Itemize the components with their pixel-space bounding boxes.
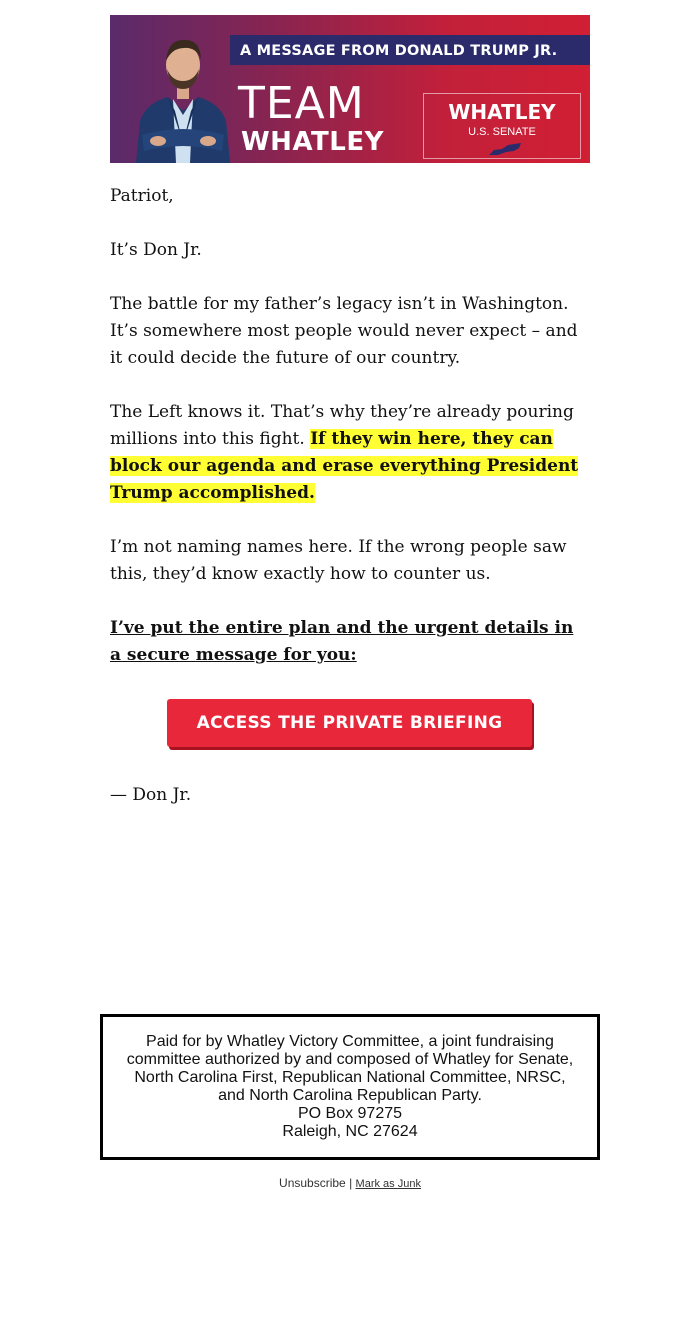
office-label: U.S. SENATE	[468, 126, 536, 138]
north-carolina-icon	[488, 142, 522, 156]
senate-logo	[423, 93, 581, 159]
paragraph-2	[110, 399, 590, 507]
disclaimer-po-box: PO Box 97275	[297, 1105, 403, 1122]
mark-as-junk-link[interactable]: Mark as Junk	[355, 1178, 421, 1190]
email-footer	[0, 1175, 700, 1192]
secure-message-link-text[interactable]: I’ve put the entire plan and the urgent details in a secure message for you:	[110, 618, 574, 665]
greeting: Patriot,	[110, 186, 174, 206]
candidate-name: WHATLEY	[448, 100, 556, 124]
highlighted-text: If they win here, they can block our agenda and erase everything President Trump accomplished.	[110, 429, 579, 503]
unsubscribe-link[interactable]: Unsubscribe	[279, 1176, 346, 1190]
disclaimer-text: Paid for by Whatley Victory Committee, a joint fundraising committee authorized by and composed of Whatley for Senate, North Carolina First, Republican National Committee, NRSC, and North Carolina Republican Party.	[126, 1033, 574, 1104]
team-subtitle: WHATLEY	[241, 127, 384, 157]
paragraph-1: The battle for my father’s legacy isn’t in Washington. It’s somewhere most people would never expect – and it could decide the future of our country.	[110, 294, 578, 368]
footer-separator: |	[349, 1176, 353, 1190]
paid-for-disclaimer	[100, 1014, 600, 1160]
access-briefing-button[interactable]: ACCESS THE PRIVATE BRIEFING	[167, 699, 532, 747]
intro-line: It’s Don Jr.	[110, 240, 202, 260]
team-title: TEAM	[238, 78, 365, 129]
paragraph-3: I’m not naming names here. If the wrong people saw this, they’d know exactly how to counter us.	[110, 537, 567, 584]
header-banner-image	[110, 15, 590, 163]
paragraph-2-text: The Left knows it. That’s why they’re already pouring millions into this fight.	[110, 402, 574, 449]
signoff: — Don Jr.	[110, 785, 192, 805]
disclaimer-city: Raleigh, NC 27624	[282, 1123, 418, 1140]
banner-message: A MESSAGE FROM DONALD TRUMP JR.	[240, 43, 558, 59]
person-photo	[128, 23, 238, 163]
